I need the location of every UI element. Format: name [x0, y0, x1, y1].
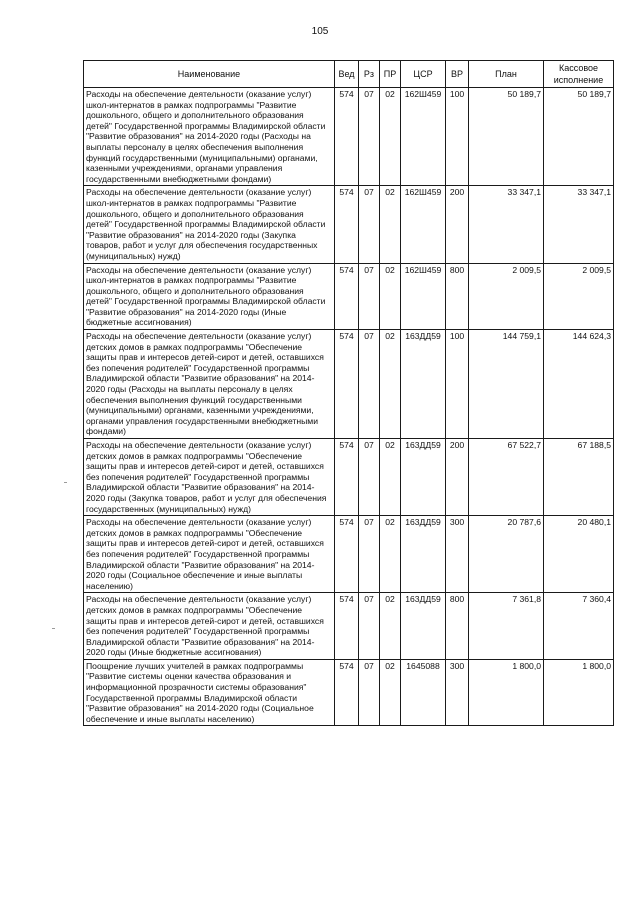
- row-vr: 100: [446, 330, 469, 439]
- header-cash: Кассовое исполнение: [544, 61, 614, 88]
- row-ved: 574: [335, 659, 359, 726]
- row-vr: 200: [446, 186, 469, 263]
- header-rz: Рз: [359, 61, 380, 88]
- table-row: [84, 659, 614, 726]
- row-csr: 163ДД59: [401, 516, 446, 593]
- page-number: 105: [311, 26, 329, 37]
- row-name: Расходы на обеспечение деятельности (оказание услуг) школ-интернатов в рамках подпрограммы "Развитие дошкольного, общего и дополнительного образования детей" Государственной программы Владимирской области "Развитие образования" на 2014-2020 годы (Расходы на выплаты персоналу в целях обеспечения выполнения функций государственными (муниципальными) органами, казенными учреждениями, органами управления государственными внебюджетными фондами): [84, 88, 335, 186]
- row-plan: 67 522,7: [469, 439, 544, 516]
- row-rz: 07: [359, 516, 380, 593]
- row-pr: 02: [380, 439, 401, 516]
- row-csr: 162Ш459: [401, 263, 446, 330]
- row-name: Расходы на обеспечение деятельности (оказание услуг) школ-интернатов в рамках подпрограммы "Развитие дошкольного, общего и дополнительного образования детей" Государственной программы Владимирской области "Развитие образования" на 2014-2020 годы (Закупка товаров, работ и услуг для обеспечения государственных (муниципальных) нужд): [84, 186, 335, 263]
- row-rz: 07: [359, 330, 380, 439]
- scan-mark: [64, 482, 67, 483]
- row-cash: 50 189,7: [544, 88, 614, 186]
- row-pr: 02: [380, 516, 401, 593]
- row-pr: 02: [380, 593, 401, 660]
- row-pr: 02: [380, 88, 401, 186]
- row-name: Поощрение лучших учителей в рамках подпрограммы "Развитие системы оценки качества образования и информационной прозрачности системы образования" Государственной программы Владимирской области "Развитие образования" на 2014-2020 годы (Социальное обеспечение и иные выплаты населению): [84, 659, 335, 726]
- row-plan: 1 800,0: [469, 659, 544, 726]
- row-cash: 1 800,0: [544, 659, 614, 726]
- row-plan: 7 361,8: [469, 593, 544, 660]
- row-plan: 2 009,5: [469, 263, 544, 330]
- row-ved: 574: [335, 516, 359, 593]
- row-ved: 574: [335, 186, 359, 263]
- row-ved: 574: [335, 263, 359, 330]
- row-vr: 100: [446, 88, 469, 186]
- row-csr: 162Ш459: [401, 88, 446, 186]
- row-name: Расходы на обеспечение деятельности (оказание услуг) детских домов в рамках подпрограммы "Обеспечение защиты прав и интересов детей-сирот и детей, оставшихся без попечения родителей" Государственной программы Владимирской области "Развитие образования" на 2014-2020 годы (Закупка товаров, работ и услуг для обеспечения государственных (муниципальных) нужд): [84, 439, 335, 516]
- row-csr: 1645088: [401, 659, 446, 726]
- row-csr: 163ДД59: [401, 330, 446, 439]
- row-vr: 300: [446, 659, 469, 726]
- header-name: Наименование: [84, 61, 335, 88]
- header-pr: ПР: [380, 61, 401, 88]
- row-vr: 200: [446, 439, 469, 516]
- row-name: Расходы на обеспечение деятельности (оказание услуг) детских домов в рамках подпрограммы "Обеспечение защиты прав и интересов детей-сирот и детей, оставшихся без попечения родителей" Государственной программы Владимирской области "Развитие образования" на 2014-2020 годы (Расходы на выплаты персоналу в целях обеспечения выполнения функций государственными (муниципальными) органами, казенными учреждениями, органами управления государственными внебюджетными фондами): [84, 330, 335, 439]
- table-row: [84, 593, 614, 660]
- row-rz: 07: [359, 88, 380, 186]
- table-row: [84, 516, 614, 593]
- row-plan: 33 347,1: [469, 186, 544, 263]
- table-row: [84, 263, 614, 330]
- table-row: [84, 88, 614, 186]
- row-csr: 162Ш459: [401, 186, 446, 263]
- row-pr: 02: [380, 263, 401, 330]
- table-header-row: [84, 61, 614, 88]
- header-csr: ЦСР: [401, 61, 446, 88]
- row-cash: 67 188,5: [544, 439, 614, 516]
- row-cash: 33 347,1: [544, 186, 614, 263]
- row-cash: 2 009,5: [544, 263, 614, 330]
- row-ved: 574: [335, 593, 359, 660]
- row-name: Расходы на обеспечение деятельности (оказание услуг) детских домов в рамках подпрограммы "Обеспечение защиты прав и интересов детей-сирот и детей, оставшихся без попечения родителей" Государственной программы Владимирской области "Развитие образования" на 2014-2020 годы (Социальное обеспечение и иные выплаты населению): [84, 516, 335, 593]
- scan-mark: [52, 628, 55, 629]
- row-cash: 144 624,3: [544, 330, 614, 439]
- row-ved: 574: [335, 88, 359, 186]
- budget-table: [83, 60, 614, 726]
- header-vr: ВР: [446, 61, 469, 88]
- row-vr: 800: [446, 593, 469, 660]
- table-row: [84, 186, 614, 263]
- row-ved: 574: [335, 439, 359, 516]
- row-cash: 20 480,1: [544, 516, 614, 593]
- row-cash: 7 360,4: [544, 593, 614, 660]
- row-rz: 07: [359, 186, 380, 263]
- row-plan: 20 787,6: [469, 516, 544, 593]
- row-pr: 02: [380, 186, 401, 263]
- row-plan: 50 189,7: [469, 88, 544, 186]
- row-rz: 07: [359, 593, 380, 660]
- row-pr: 02: [380, 330, 401, 439]
- table-row: [84, 439, 614, 516]
- row-name: Расходы на обеспечение деятельности (оказание услуг) школ-интернатов в рамках подпрограммы "Развитие дошкольного, общего и дополнительного образования детей" Государственной программы Владимирской области "Развитие образования" на 2014-2020 годы (Иные бюджетные ассигнования): [84, 263, 335, 330]
- row-name: Расходы на обеспечение деятельности (оказание услуг) детских домов в рамках подпрограммы "Обеспечение защиты прав и интересов детей-сирот и детей, оставшихся без попечения родителей" Государственной программы Владимирской области "Развитие образования" на 2014-2020 годы (Иные бюджетные ассигнования): [84, 593, 335, 660]
- table-row: [84, 330, 614, 439]
- row-vr: 800: [446, 263, 469, 330]
- row-rz: 07: [359, 659, 380, 726]
- row-ved: 574: [335, 330, 359, 439]
- row-vr: 300: [446, 516, 469, 593]
- row-plan: 144 759,1: [469, 330, 544, 439]
- row-rz: 07: [359, 439, 380, 516]
- row-csr: 163ДД59: [401, 439, 446, 516]
- row-pr: 02: [380, 659, 401, 726]
- header-plan: План: [469, 61, 544, 88]
- header-ved: Вед: [335, 61, 359, 88]
- row-csr: 163ДД59: [401, 593, 446, 660]
- row-rz: 07: [359, 263, 380, 330]
